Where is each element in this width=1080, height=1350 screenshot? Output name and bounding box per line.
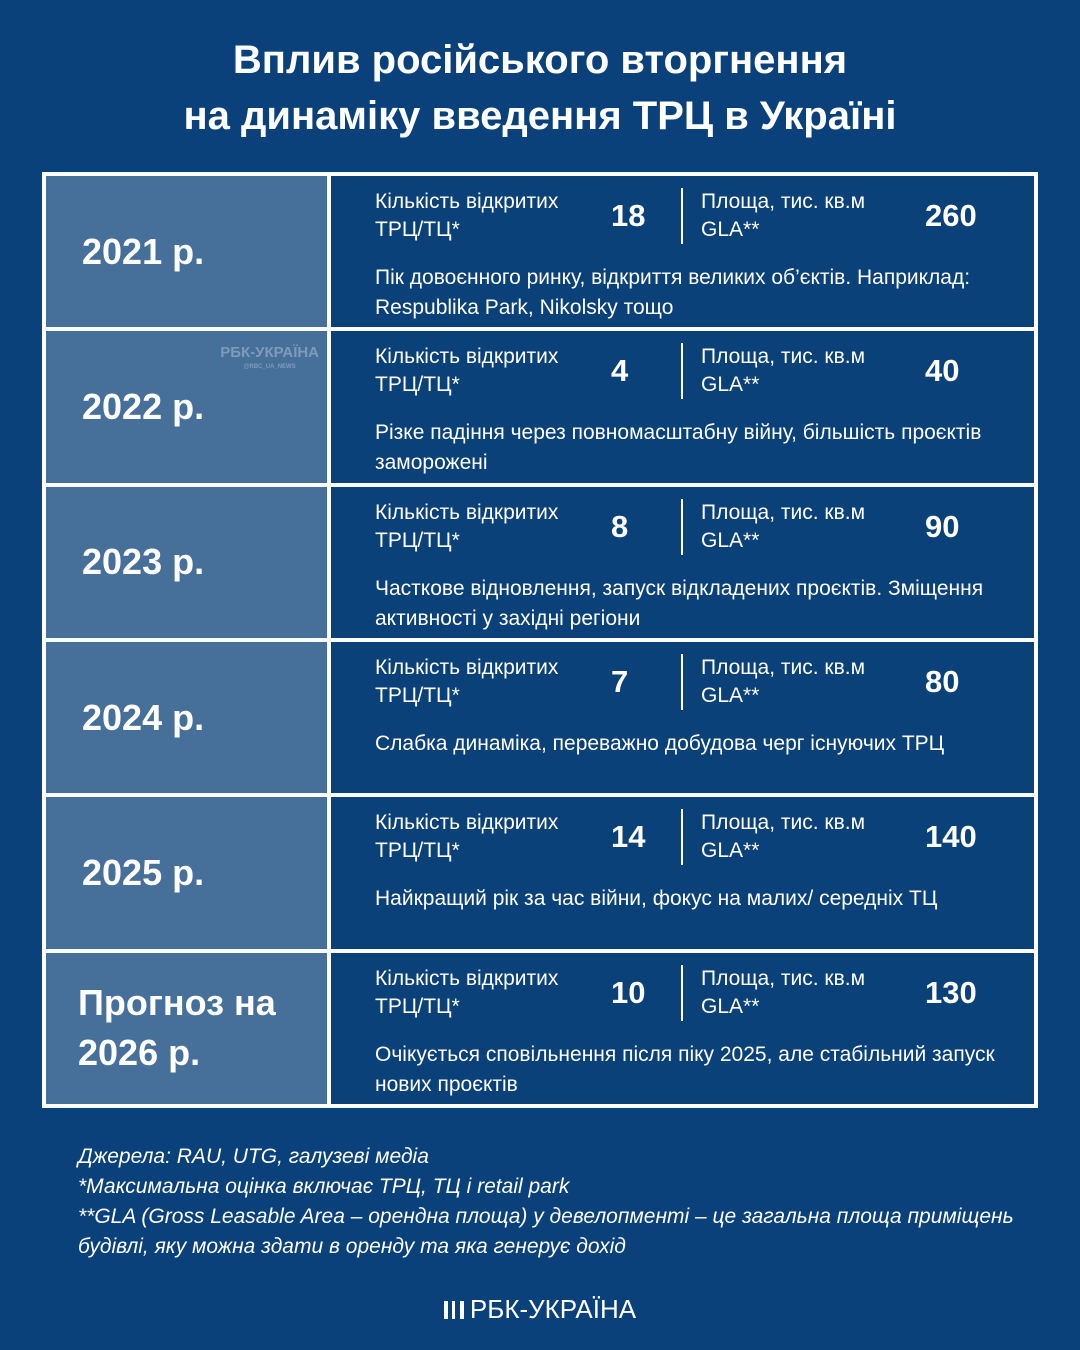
year-cell [46, 331, 327, 482]
data-table [42, 172, 1038, 1108]
area-label: Площа, тис. кв.м GLA** [701, 966, 866, 1018]
note-gla: **GLA (Gross Leasable Area – орендна площа) у девелопменті – це загальна площа приміщень будівлі, яку можна здати в оренду та яка генерує дохід [78, 1205, 1014, 1258]
divider [681, 188, 683, 244]
year-label: 2023 р. [82, 541, 205, 583]
info-cell [331, 331, 1034, 482]
page-title [0, 32, 1080, 144]
count-value: 14 [611, 819, 646, 855]
year-label: 2022 р. [82, 385, 205, 427]
divider [681, 343, 683, 399]
year-cell [46, 176, 327, 327]
area-value: 130 [925, 974, 977, 1010]
note-sources: Джерела: RAU, UTG, галузеві медіа [78, 1145, 429, 1168]
year-cell [46, 487, 327, 638]
count-label: Кількість відкритих ТРЦ/ТЦ* [375, 500, 559, 552]
logo-mark-icon [444, 1301, 464, 1319]
count-label: Кількість відкритих ТРЦ/ТЦ* [375, 345, 559, 397]
info-cell [331, 176, 1034, 327]
divider [681, 965, 683, 1021]
count-label: Кількість відкритих ТРЦ/ТЦ* [375, 190, 559, 241]
area-value: 90 [925, 508, 960, 544]
year-label: 2025 р. [82, 851, 205, 893]
count-value: 4 [611, 353, 629, 389]
count-label: Кількість відкритих ТРЦ/ТЦ* [375, 966, 559, 1018]
year-cell [46, 642, 327, 793]
watermark [220, 345, 319, 375]
table-row [46, 642, 1034, 793]
description: Різке падіння через повномасштабну війну, більшість проєктів заморожені [375, 421, 982, 475]
year-label: Прогноз на 2026 р. [78, 982, 276, 1074]
count-value: 8 [611, 508, 629, 544]
divider [681, 499, 683, 555]
area-label: Площа, тис. кв.м GLA** [701, 345, 866, 397]
info-cell [331, 487, 1034, 638]
brand-logo [0, 1294, 1080, 1325]
count-label: Кількість відкритих ТРЦ/ТЦ* [375, 655, 559, 707]
table-row [46, 331, 1034, 482]
table-row [46, 176, 1034, 327]
year-cell [46, 797, 327, 948]
divider [681, 809, 683, 865]
area-value: 260 [925, 198, 977, 233]
table-row [46, 487, 1034, 638]
count-label: Кількість відкритих ТРЦ/ТЦ* [375, 811, 559, 863]
title-line-1: Вплив російського вторгнення [232, 38, 848, 82]
area-value: 80 [925, 663, 960, 699]
count-value: 18 [611, 198, 646, 233]
area-label: Площа, тис. кв.м GLA** [701, 190, 866, 241]
description: Часткове відновлення, запуск відкладених проєктів. Зміщення активності у західні регіони [375, 576, 984, 630]
description: Очікується сповільнення після піку 2025, але стабільний запуск нових проєктів [375, 1042, 995, 1096]
year-label: 2021 р. [82, 230, 205, 272]
year-label: 2024 р. [82, 696, 205, 738]
description: Найкращий рік за час війни, фокус на малих/ середніх ТЦ [375, 887, 938, 911]
info-cell [331, 797, 1034, 948]
watermark-name: РБК-УКРАЇНА [220, 344, 319, 362]
table-row [46, 797, 1034, 948]
area-value: 40 [925, 353, 960, 389]
area-value: 140 [925, 819, 977, 855]
logo-text: РБК-УКРАЇНА [469, 1294, 637, 1324]
area-label: Площа, тис. кв.м GLA** [701, 500, 866, 552]
divider [681, 654, 683, 710]
note-max-estimate: *Максимальна оцінка включає ТРЦ, ТЦ і retail park [78, 1175, 570, 1198]
table-row [46, 953, 1034, 1104]
info-cell [331, 642, 1034, 793]
area-label: Площа, тис. кв.м GLA** [701, 655, 866, 707]
year-cell [46, 953, 327, 1104]
description: Слабка динаміка, переважно добудова черг існуючих ТРЦ [375, 731, 945, 755]
count-value: 7 [611, 663, 629, 699]
description: Пік довоєнного ринку, відкриття великих об’єктів. Наприклад: Respublika Park, Nikolsky тощо [375, 266, 971, 319]
watermark-handle: @RBC_UA_NEWS [243, 364, 296, 371]
count-value: 10 [611, 974, 646, 1010]
footnotes [78, 1142, 1058, 1262]
area-label: Площа, тис. кв.м GLA** [701, 811, 866, 863]
info-cell [331, 953, 1034, 1104]
title-line-2: на динаміку введення ТРЦ в Україні [183, 94, 897, 138]
